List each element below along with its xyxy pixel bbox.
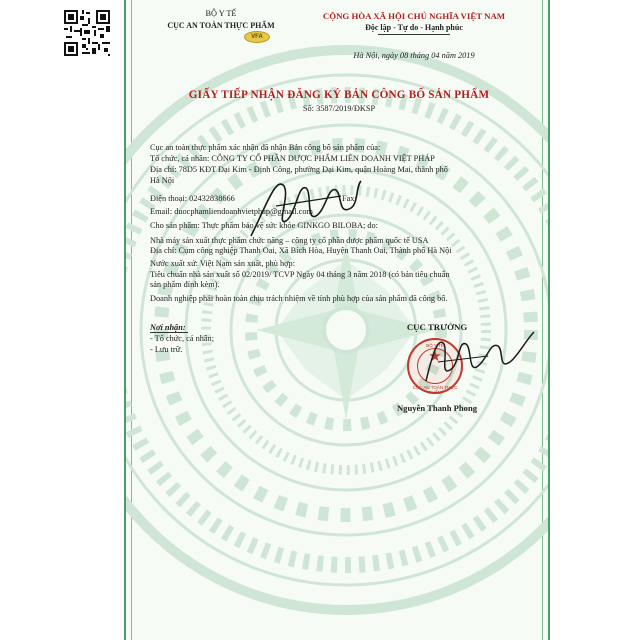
body-phone: Điện thoại: 02432838666 <box>150 194 235 203</box>
motto-underline <box>378 34 450 35</box>
body-factory: Nhà máy sản xuất thực phẩm chức năng – công ty cổ phần dược phẩm quốc tế USA <box>150 236 429 245</box>
body-origin: Nước xuất xứ: Việt Nam sản xuất, phù hợp: <box>150 259 296 268</box>
country-name: CỘNG HÒA XÃ HỘI CHỦ NGHĨA VIỆT NAM <box>322 11 506 21</box>
signer-position: CỤC TRƯỞNG <box>406 322 468 332</box>
signer-name: Nguyễn Thanh Phong <box>396 403 478 413</box>
body-email: Email: duocphamliendoanhvietphap@gmail.com <box>150 207 313 216</box>
body-address-line2: Hà Nội <box>150 176 175 185</box>
star-icon: ★ <box>428 349 442 365</box>
vfa-logo: VFA <box>244 31 270 43</box>
body-responsibility: Doanh nghiệp phải hoàn toàn chịu trách nhiệm về tính phù hợp của sản phẩm đã công bố. <box>150 294 448 303</box>
national-motto: Độc lập - Tự do - Hạnh phúc <box>365 23 463 32</box>
body-factory-address: Địa chỉ: Cụm công nghiệp Thanh Oai, Xã Bích Hòa, Huyện Thanh Oai, Thành phố Hà Nội <box>150 246 452 255</box>
recipients-label-underline <box>150 332 188 333</box>
body-intro: Cục an toàn thực phẩm xác nhận đã nhận Bản công bố sản phẩm của: <box>150 143 381 152</box>
body-fax: Fax: <box>342 194 357 203</box>
agency-name: CỤC AN TOÀN THỰC PHẨM <box>167 21 275 30</box>
qr-code <box>62 8 112 58</box>
recipients-label: Nơi nhận: <box>150 323 186 332</box>
body-standard-line2: sản phẩm đính kèm). <box>150 280 220 289</box>
document-title: GIẤY TIẾP NHẬN ĐĂNG KÝ BẢN CÔNG BỐ SẢN PHẨM <box>188 89 490 101</box>
body-product: Cho sản phẩm: Thực phẩm bảo vệ sức khỏe GINKGO BILOBA; do: <box>150 221 378 230</box>
certificate-document <box>124 0 550 640</box>
recipient-item: - Tổ chức, cá nhân; <box>150 334 215 343</box>
body-organization: Tổ chức, cá nhân: CÔNG TY CỔ PHẦN DƯỢC PHẨM LIÊN DOANH VIỆT PHÁP <box>150 154 435 163</box>
recipient-item: - Lưu trữ. <box>150 345 183 354</box>
document-number: Số: 3587/2019/ĐKSP <box>302 104 376 113</box>
ministry-name: BỘ Y TẾ <box>205 9 237 18</box>
issue-date: Hà Nội, ngày 08 tháng 04 năm 2019 <box>353 51 475 60</box>
body-standard-line1: Tiêu chuẩn nhà sản xuất số 02/2019/ TCVP Ngày 04 tháng 3 năm 2018 (có bản tiêu chuẩn <box>150 270 450 279</box>
signature-scribble-top <box>246 166 366 246</box>
stamp-top-text: BỘ Y TẾ <box>426 343 444 348</box>
body-address-line1: Địa chỉ: 78D5 KĐT Đại Kim - Định Công, phường Đại Kim, quận Hoàng Mai, thành phố <box>150 165 448 174</box>
stamp-bottom-text: CỤC AN TOÀN THỰC PHẨM <box>412 385 458 395</box>
signature-scribble-director <box>418 326 538 396</box>
